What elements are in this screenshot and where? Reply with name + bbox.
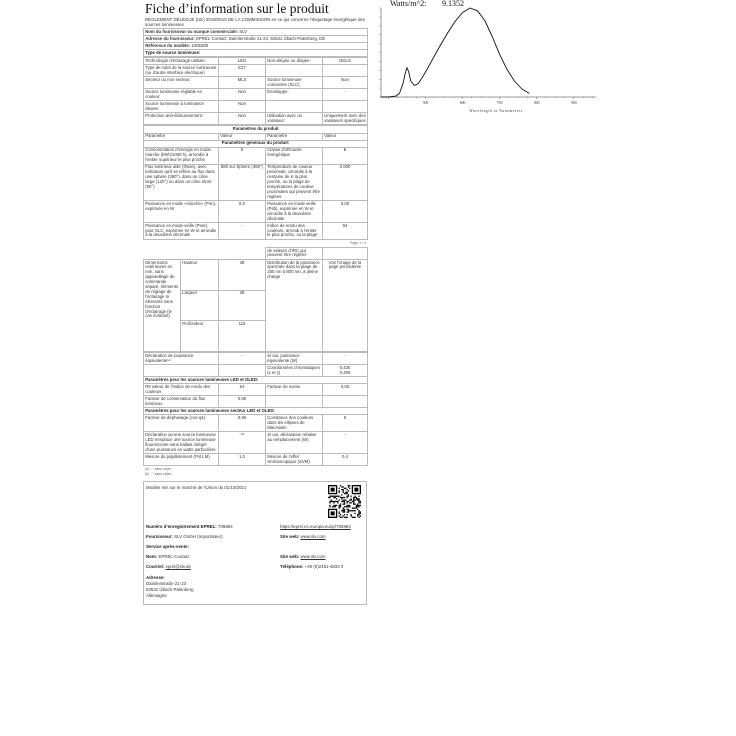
type-table: [143, 57, 368, 125]
site2-link[interactable]: www.slv.com: [300, 554, 326, 559]
type-row: [144, 58, 368, 65]
type-header: Type de source lumineuse:: [144, 50, 368, 57]
model-label: Référence du modèle:: [145, 42, 191, 48]
mains-row: [144, 432, 368, 454]
led-cell: [266, 396, 323, 408]
supplier-name-value: SLV: [239, 28, 248, 34]
mains-cell: 0,4: [323, 454, 368, 466]
type-row: [144, 77, 368, 89]
general-cell: Indice de rendu des couleurs, arrondi à l’entier le plus proche, ou la plage: [266, 223, 323, 240]
addr-line-2: 52531 Übach-Palenberg: [146, 587, 194, 592]
more-cell: -: [219, 353, 266, 365]
general-cell: 8,0: [219, 201, 266, 223]
regulation-intro: RÈGLEMENT DÉLÉGUÉ (UE) 2019/2015 DE LA COMMISSION en ce qui concerne l’étiquetage énergétique des sources lumineuses: [145, 17, 366, 27]
type-cell: Secteur ou non secteur:: [144, 77, 219, 89]
page-title: Fiche d’information sur le produit: [145, 1, 329, 16]
spectral-chart: [368, 0, 598, 118]
led-header: Paramètres pour les sources lumineuses LED et OLED:: [144, 377, 368, 384]
general-cell: Puissance en mode «marche» (Pon), exprimée en W: [144, 201, 219, 223]
type-cell: Utilisation avec un variateur:: [266, 113, 323, 125]
footnote-b: (b) '-': sans objet;: [145, 472, 172, 476]
led-cell: Facteur de conservation du flux lumineux: [144, 396, 219, 408]
market-date: Modèle mis sur le marché de l’Union du 01/10/2021: [146, 485, 247, 490]
mains-header-row: [144, 408, 368, 415]
general-cell: 3 000: [323, 164, 368, 201]
eprel-link[interactable]: https://eprel.ec.europa.eu/qr/705884: [280, 524, 351, 529]
general-cell: -: [219, 223, 266, 240]
reg-value: 705884: [218, 524, 233, 529]
led-cell: Facteur de survie: [266, 384, 323, 396]
general-header-row: [144, 140, 368, 147]
general-cell: E: [323, 147, 368, 164]
x-tick-label: 600: [459, 101, 466, 105]
led-row: [144, 384, 368, 396]
led-cell: 64: [219, 384, 266, 396]
chart-annotation-value: 9.1352: [442, 0, 464, 8]
reg-label: Numéro d’enregistrement EPREL:: [146, 524, 217, 529]
phone-value: +49 (0)2451-4833 0: [304, 564, 344, 569]
col-value-2: Valeur: [323, 133, 368, 140]
type-cell: Non: [219, 89, 266, 101]
supplier-address-row: [144, 36, 368, 43]
mains-cell: -: [323, 432, 368, 454]
general-row: [144, 201, 368, 223]
type-cell: LED: [219, 58, 266, 65]
more-cell: Déclaration de puissance équivalente⁽ᵃ⁾: [144, 353, 219, 365]
dims-height-value: 38: [219, 259, 266, 290]
type-cell: E27: [219, 65, 266, 77]
general-cell: Température de couleur proximale, arrondie à la centaine de K la plus proche, ou la plage de températures de couleur proximales qui peuvent être réglées: [266, 164, 323, 201]
mains-cell: -⁽ᵇ⁾: [219, 432, 266, 454]
mains-header: Paramètres pour les sources lumineuses secteur LED et OLED:: [144, 408, 368, 415]
params-header: Paramètres du produit: [144, 126, 368, 133]
model-row: [144, 43, 368, 50]
dims-width-value: 38: [219, 290, 266, 321]
more-cell: [144, 365, 219, 377]
site-link[interactable]: www.slv.com: [300, 534, 326, 539]
general-row: [144, 223, 368, 240]
supplier-address-value: EPREL-Contact, Daimlerstraße 21-23, 52531 Übach-Palenberg, DE: [196, 35, 326, 41]
phone-label: Téléphone:: [280, 564, 304, 569]
qr-code-icon[interactable]: [328, 485, 361, 518]
params-table: [143, 125, 368, 239]
supplier-label: Fournisseur:: [146, 534, 173, 539]
cri-cont: de valeurs d’IRC qui peuvent être réglées: [266, 247, 323, 259]
mail-label: Courriel:: [146, 564, 165, 569]
type-cell: Type de culot de la source lumineuse (ou d’autre interface électrique): [144, 65, 219, 77]
x-tick-label: 700: [496, 101, 503, 105]
mains-cell: Mesure du papillotement (Pst LM): [144, 454, 219, 466]
addr-line-1: Daimlerstraße 21-23: [146, 581, 187, 586]
site2-label: Site web:: [280, 554, 300, 559]
x-tick-label: 800: [533, 101, 540, 105]
params-table-cont: [143, 247, 368, 352]
general-cell: Consommation d’énergie en mode marche (kWh/1000 h), arrondie à l’entier supérieur le plus proche: [144, 147, 219, 164]
footnotes: [145, 467, 367, 477]
site-label: Site web:: [280, 534, 300, 539]
mains-cell: Déclaration qu’une source lumineuse LED remplace une source lumineuse fluorescente sans ballast intégré d’une puissance en watts particulière: [144, 432, 219, 454]
type-row: [144, 89, 368, 101]
led-row: [144, 396, 368, 408]
general-cell: Puissance en mode veille (Psb), exprimée en W et arrondie à la deuxième décimale: [266, 201, 323, 223]
more-cell: -: [323, 353, 368, 365]
footnote-a: (a) '-': sans objet;: [145, 467, 172, 471]
type-cell: [323, 101, 368, 113]
type-cell: Non: [219, 101, 266, 113]
mains-cell: Facteur de déphasage (cos φ1): [144, 415, 219, 432]
addr-line-3: Allemagne: [146, 593, 167, 598]
general-cell: Puissance en mode-veille (Pnet), pour SLC, exprimée en W et arrondie à la deuxième décimale: [144, 223, 219, 240]
type-row: [144, 65, 368, 77]
type-cell: Source lumineuse à luminance élevée:: [144, 101, 219, 113]
more-cell: Coordonnées chromatiques (x et y): [266, 365, 323, 377]
led-cell: R9 valeur de l’indice de rendu des couleurs: [144, 384, 219, 396]
x-tick-label: 900: [570, 101, 577, 105]
contact-name-value: EPREL-Contact: [158, 554, 190, 559]
type-cell: Source lumineuse connectée (SLC):: [266, 77, 323, 89]
params-columns-row: [144, 133, 368, 140]
general-cell: Flux lumineux utile (Φuse), avec indication qu’il se réfère au flux dans une sphère (360°), dans un cône large (120°) ou dans un cône étroit (90°): [144, 164, 219, 201]
dims-depth-value: 116: [219, 321, 266, 352]
params-header-row: [144, 126, 368, 133]
dims-height-label: Hauteur: [181, 259, 219, 290]
params-table-rest: [143, 352, 368, 466]
addr-label: Adresse:: [146, 575, 165, 580]
led-cell: 0,00: [323, 384, 368, 396]
supplier-name-label: Nom du fournisseur ou marque commerciale:: [145, 28, 239, 34]
col-param-1: Paramètre: [144, 133, 219, 140]
mains-row: [144, 454, 368, 466]
mail-link[interactable]: eprel@slv.de: [165, 564, 191, 569]
general-cell: 880 sur Sphère (360°): [219, 164, 266, 201]
type-cell: [323, 65, 368, 77]
model-value: 1005289: [191, 42, 209, 48]
chart-xlabel: Wavelength in Nanometers: [469, 109, 523, 113]
spd-value: Voir l’image de la page précédente: [323, 259, 368, 351]
type-cell: Source lumineuse réglable en couleur:: [144, 89, 219, 101]
general-row: [144, 164, 368, 201]
more-cell: 0,430 0,400: [323, 365, 368, 377]
supplier-address-label: Adresse du fournisseur:: [145, 35, 195, 41]
dims-row-1: [144, 259, 368, 290]
type-cell: Enveloppe:: [266, 89, 323, 101]
led-cell: 0,96: [219, 396, 266, 408]
spd-label: Distribution de la puissance spectrale dans la plage de 250 nm à 800 nm, à pleine charge: [266, 259, 323, 351]
supplier-name-row: [144, 29, 368, 36]
general-cell: 94: [323, 223, 368, 240]
more-cell: [219, 365, 266, 377]
dims-label: Dimensions extérieures en mm, sans appareillage de commande séparé, éléments de réglage de l’éclairage ni éléments sans fonction d’éclairage (le cas échéant): [144, 259, 181, 351]
general-cell: 0,00: [323, 201, 368, 223]
dims-depth-label: Profondeur: [181, 321, 219, 352]
type-cell: Technologie d’éclairage utilisée:: [144, 58, 219, 65]
general-header: Paramètres généraux du produit:: [144, 140, 368, 147]
cri-cont-row: [144, 247, 368, 259]
type-cell: -: [323, 89, 368, 101]
more-row: [144, 353, 368, 365]
type-cell: Non-dirigée ou dirigée:: [266, 58, 323, 65]
page-number: Page 1 / 4: [350, 240, 366, 245]
spectrum-line: [381, 8, 529, 97]
eprel-info-box: [143, 481, 367, 605]
chart-annotation-label: Watts/m^2:: [390, 0, 427, 8]
led-cell: [323, 396, 368, 408]
type-row: [144, 101, 368, 113]
type-cell: Non: [219, 113, 266, 125]
supplier-value: SLV GmbH (Importateur): [174, 534, 223, 539]
mains-row: [144, 415, 368, 432]
x-tick-label: 500: [422, 101, 429, 105]
general-cell: Classe d’efficacité énergétique: [266, 147, 323, 164]
type-header-row: [144, 50, 368, 57]
mains-cell: 0,96: [219, 415, 266, 432]
mains-cell: Mesure de l’effet stroboscopique (SVM): [266, 454, 323, 466]
type-cell: Uniquement avec des variateurs spécifiques: [324, 113, 366, 123]
col-value-1: Valeur: [219, 133, 266, 140]
col-param-2: Paramètre: [266, 133, 323, 140]
mains-cell: 1,0: [219, 454, 266, 466]
mains-cell: Constance des couleurs dans les ellipses de MacAdam: [266, 415, 323, 432]
type-cell: MLS: [219, 77, 266, 89]
more-cell: Si oui, puissance équivalente (W): [266, 353, 323, 365]
type-row: [144, 113, 368, 125]
mains-cell: 6: [323, 415, 368, 432]
type-cell: [266, 101, 323, 113]
service-label: Service après-vente:: [146, 544, 189, 549]
contact-name-label: Nom:: [146, 554, 158, 559]
type-cell: Protection anti-éblouissement:: [144, 113, 219, 125]
dims-width-label: Largeur: [181, 290, 219, 321]
supplier-table: [143, 28, 368, 57]
general-row: [144, 147, 368, 164]
general-cell: 8: [219, 147, 266, 164]
mains-cell: Si oui, déclaration relative au remplacement (W): [266, 432, 323, 454]
type-cell: Non: [323, 77, 368, 89]
more-row: [144, 365, 368, 377]
type-cell: NDLS: [323, 58, 368, 65]
product-sheet: [143, 0, 367, 605]
type-cell: [266, 65, 323, 77]
led-header-row: [144, 377, 368, 384]
